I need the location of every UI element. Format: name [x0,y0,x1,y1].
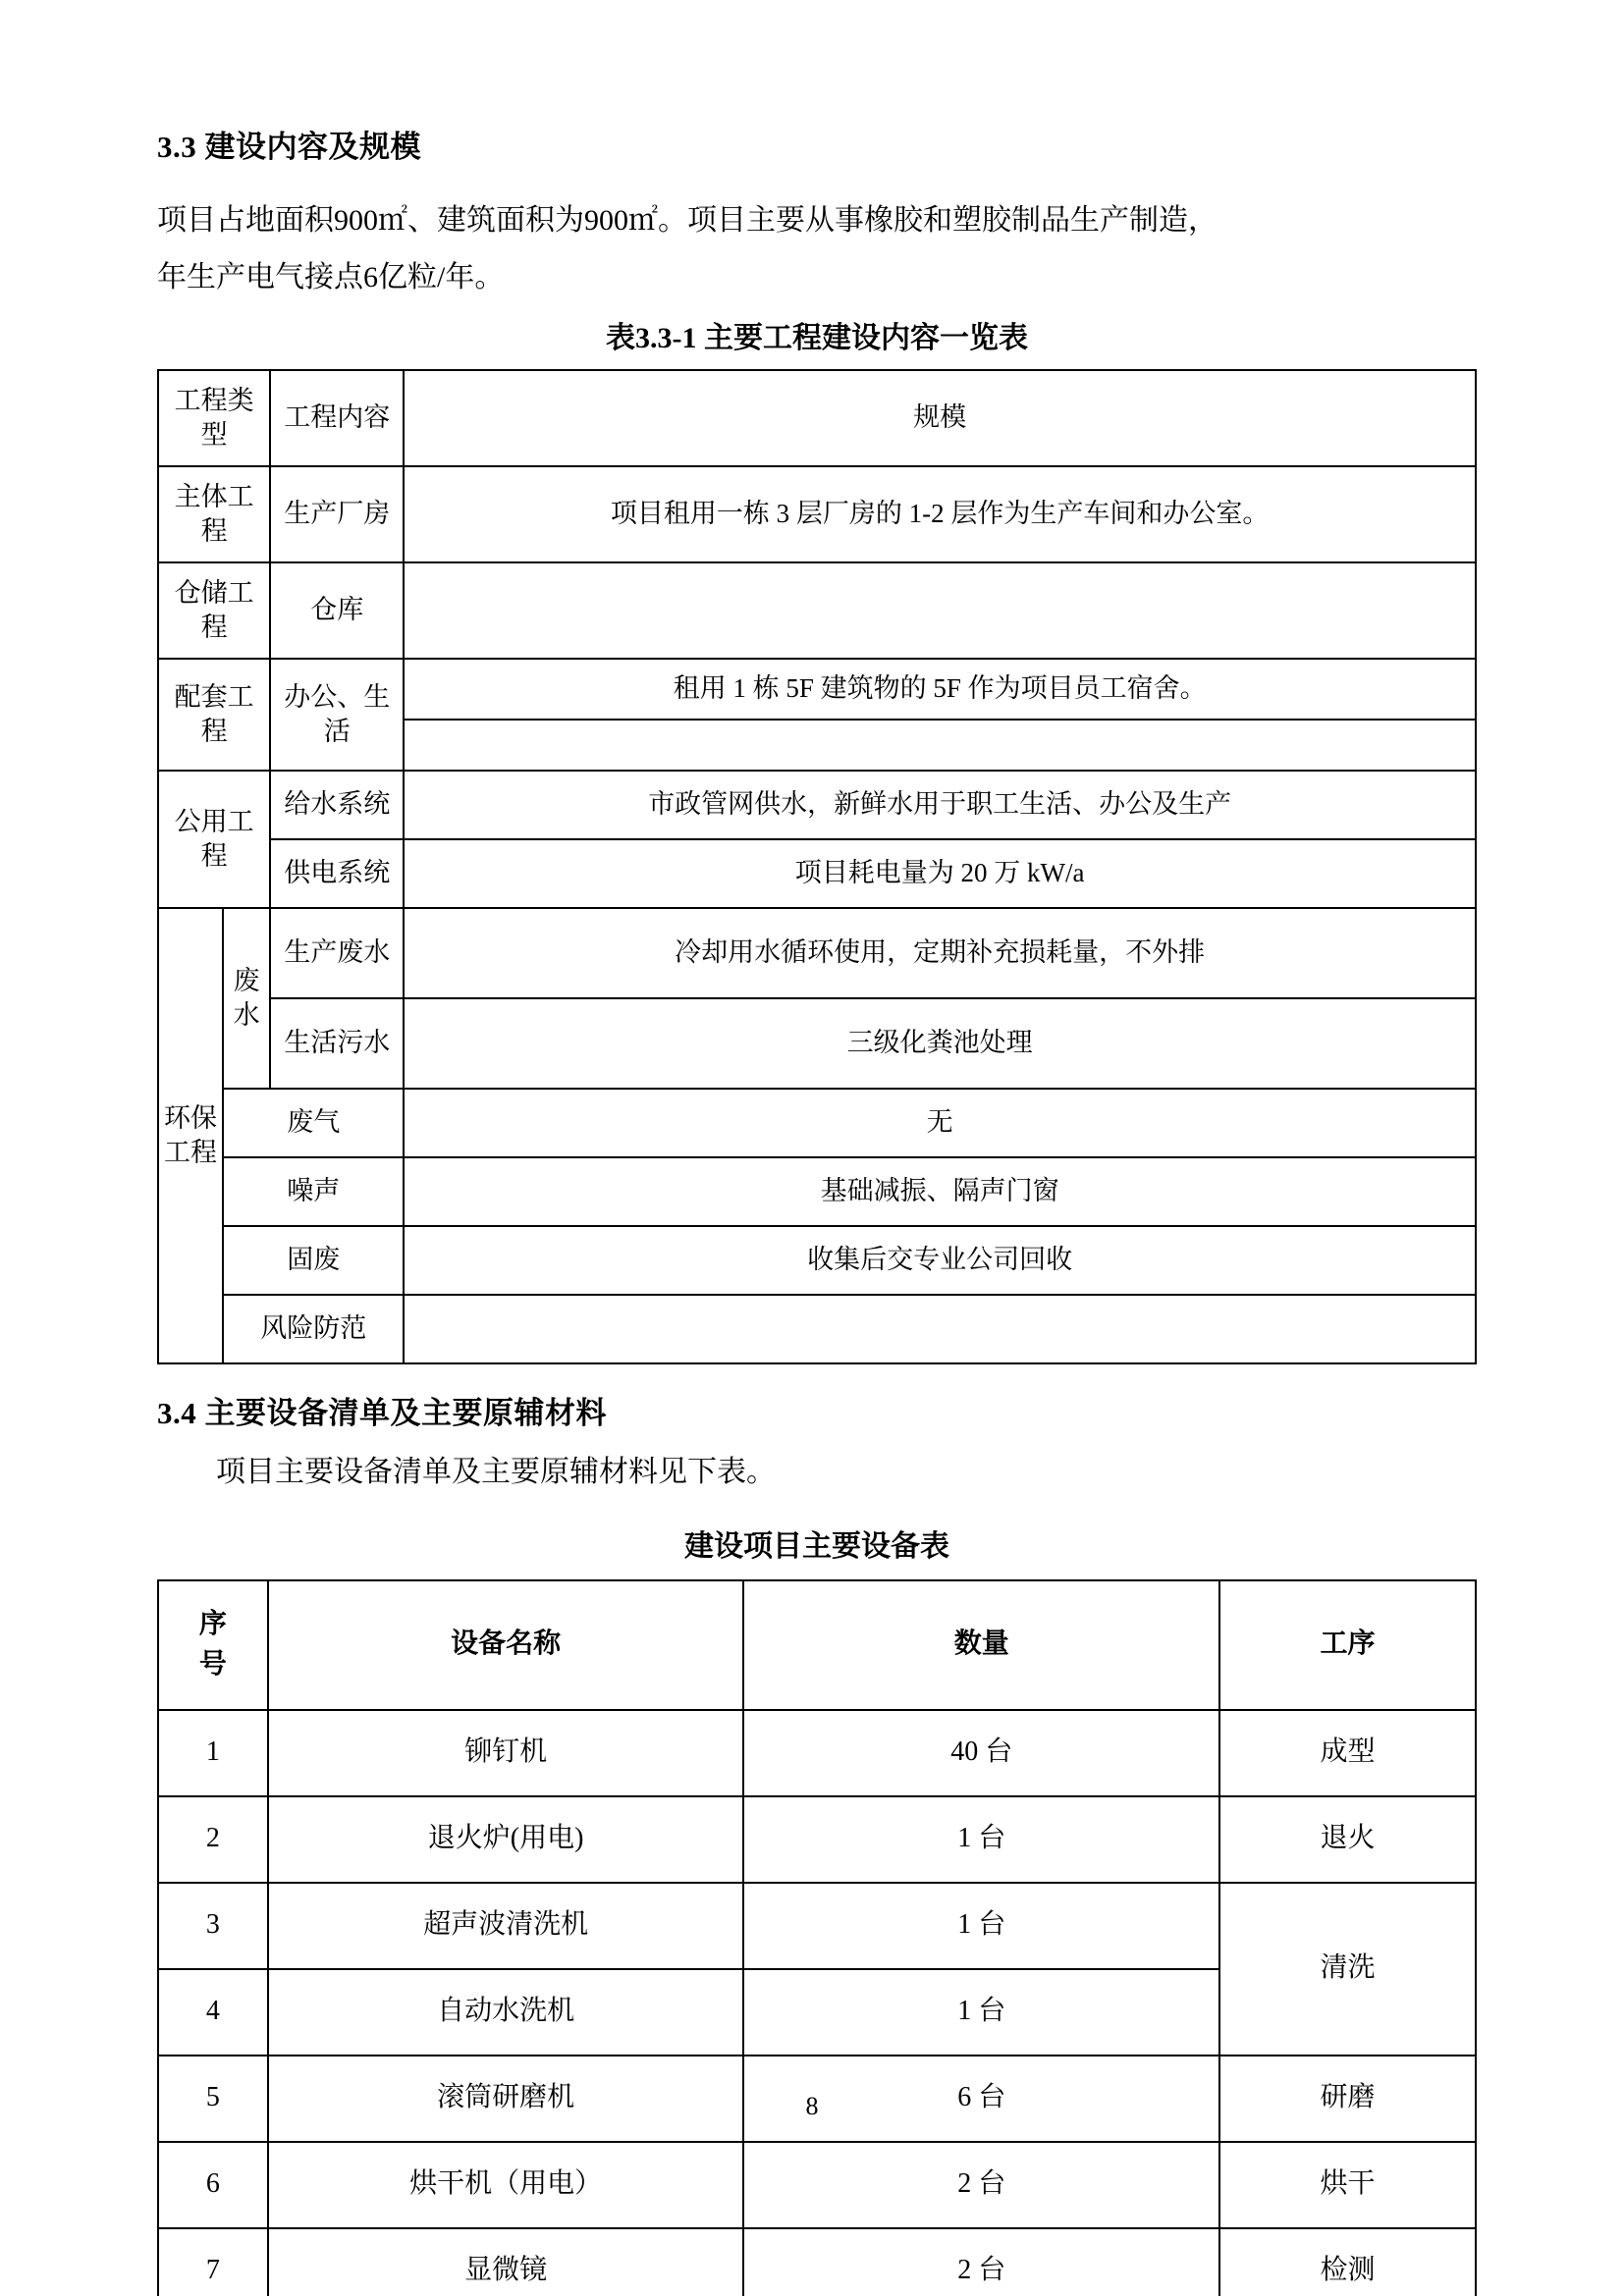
cell-scale [404,1295,1476,1363]
table-row [158,1157,1476,1226]
cell-no: 2 [158,1796,268,1883]
header-cell-process: 工序 [1219,1580,1476,1710]
cell-content: 风险防范 [223,1295,404,1363]
cell-name: 退火炉(用电) [268,1796,744,1883]
equipment-table [157,1579,1477,2296]
cell-no: 1 [158,1710,268,1796]
table-row [158,839,1476,908]
header-cell-no: 序 号 [158,1580,268,1710]
cell-type: 仓储工程 [158,562,270,659]
section-heading-3-4: 3.4 主要设备清单及主要原辅材料 [157,1396,607,1431]
table-row [158,908,1476,998]
table-row [158,1710,1476,1796]
cell-type: 主体工程 [158,466,270,562]
equipment-table-header-row [158,1580,1476,1710]
section-heading-3-3: 3.3 建设内容及规模 [157,130,421,164]
cell-content: 废气 [223,1089,404,1157]
cell-scale [404,562,1476,659]
cell-name: 自动水洗机 [268,1969,744,2056]
cell-qty: 6 台 [743,2056,1219,2142]
cell-process: 研磨 [1219,2056,1476,2142]
cell-content: 供电系统 [270,839,404,908]
cell-qty: 40 台 [743,1710,1219,1796]
cell-qty: 1 台 [743,1969,1219,2056]
cell-content: 生活污水 [270,998,404,1089]
cell-name: 烘干机（用电） [268,2142,744,2228]
table-row [158,1089,1476,1157]
cell-process-merged: 清洗 [1219,1883,1476,2056]
table-row [158,1883,1476,1969]
cell-scale: 冷却用水循环使用，定期补充损耗量，不外排 [404,908,1476,998]
cell-type: 配套工程 [158,659,270,771]
cell-qty: 1 台 [743,1883,1219,1969]
cell-process: 检测 [1219,2228,1476,2296]
cell-no: 3 [158,1883,268,1969]
cell-scale: 项目租用一栋 3 层厂房的 1-2 层作为生产车间和办公室。 [404,466,1476,562]
cell-no: 7 [158,2228,268,2296]
cell-no: 6 [158,2142,268,2228]
table-row [158,1796,1476,1883]
cell-no: 5 [158,2056,268,2142]
table-row [158,562,1476,659]
paragraph-line-1: 项目占地面积900㎡、建筑面积为900㎡。项目主要从事橡胶和塑胶制品生产制造， [157,204,1218,238]
cell-content: 固废 [223,1226,404,1295]
cell-content: 仓库 [270,562,404,659]
cell-content: 噪声 [223,1157,404,1226]
cell-content: 给水系统 [270,771,404,839]
cell-content: 生产厂房 [270,466,404,562]
header-cell-name: 设备名称 [268,1580,744,1710]
table-row [158,1295,1476,1363]
cell-no: 4 [158,1969,268,2056]
cell-scale: 无 [404,1089,1476,1157]
header-cell-content: 工程内容 [270,370,404,466]
cell-name: 滚筒研磨机 [268,2056,744,2142]
cell-content: 生产废水 [270,908,404,998]
cell-scale-bottom [404,720,1476,771]
cell-scale: 三级化粪池处理 [404,998,1476,1089]
header-cell-type: 工程类型 [158,370,270,466]
cell-process: 成型 [1219,1710,1476,1796]
cell-scale: 收集后交专业公司回收 [404,1226,1476,1295]
cell-name: 显微镜 [268,2228,744,2296]
construction-content-table [157,369,1477,1364]
header-cell-scale: 规模 [404,370,1476,466]
section-3-4-paragraph: 项目主要设备清单及主要原辅材料见下表。 [216,1455,776,1488]
cell-process: 退火 [1219,1796,1476,1883]
table-row [158,2142,1476,2228]
table-row [158,1226,1476,1295]
table-row [158,771,1476,839]
page-footer [0,2092,1624,2121]
cell-process: 烘干 [1219,2142,1476,2228]
table-row [158,659,1476,720]
table-caption-equipment: 建设项目主要设备表 [684,1529,949,1563]
cell-qty: 1 台 [743,1796,1219,1883]
cell-scale: 基础减振、隔声门窗 [404,1157,1476,1226]
cell-type: 公用工程 [158,771,270,908]
cell-name: 超声波清洗机 [268,1883,744,1969]
cell-content: 办公、生活 [270,659,404,771]
page-number: 8 [805,2092,819,2120]
paragraph-line-2: 年生产电气接点6亿粒/年。 [157,261,505,294]
cell-qty: 2 台 [743,2142,1219,2228]
header-cell-qty: 数量 [743,1580,1219,1710]
cell-name: 铆钉机 [268,1710,744,1796]
table-caption-3-3-1: 表3.3-1 主要工程建设内容一览表 [606,322,1028,355]
cell-scale: 市政管网供水，新鲜水用于职工生活、办公及生产 [404,771,1476,839]
section-3-3-paragraph [157,192,1477,306]
cell-type-environmental: 环保工程 [158,908,223,1363]
cell-group-wastewater: 废水 [223,908,270,1089]
cell-scale-top: 租用 1 栋 5F 建筑物的 5F 作为项目员工宿舍。 [404,659,1476,720]
table-row [158,998,1476,1089]
table-header-row [158,370,1476,466]
table-row [158,2228,1476,2296]
cell-qty: 2 台 [743,2228,1219,2296]
cell-scale: 项目耗电量为 20 万 kW/a [404,839,1476,908]
table-row [158,466,1476,562]
